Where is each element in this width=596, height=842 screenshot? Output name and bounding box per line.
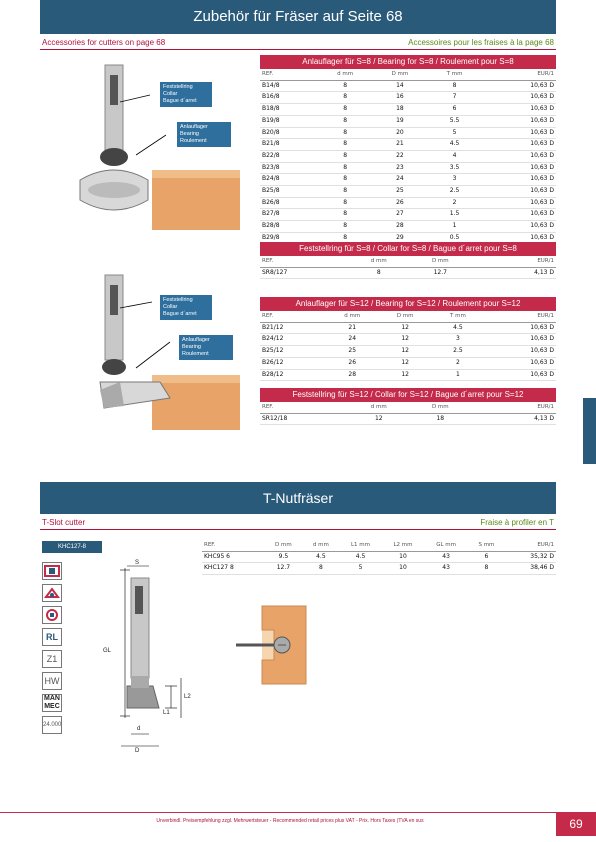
table-cell: 28 xyxy=(372,221,428,233)
data-table xyxy=(202,540,556,575)
table-cell: 12 xyxy=(378,346,432,358)
table-bearing-s8 xyxy=(260,55,556,245)
table-cell: 8 xyxy=(318,232,372,244)
table-cell: 4,13 D xyxy=(484,267,556,279)
table-collar-s12 xyxy=(260,388,556,425)
table-cell: B23/8 xyxy=(260,162,318,174)
table-cell: 12 xyxy=(378,357,432,369)
table-cell: 12.7 xyxy=(409,267,472,279)
table-cell xyxy=(472,267,484,279)
table-row xyxy=(260,127,556,139)
dim-label-s: S xyxy=(135,560,140,566)
bearing-diagram-s12 xyxy=(60,270,240,430)
table-cell: 1.5 xyxy=(428,209,481,221)
side-tab-marker xyxy=(583,398,596,464)
table-heading: Anlauflager für S=12 / Bearing for S=12 / Roulement pour S=12 xyxy=(260,297,556,311)
table-row xyxy=(260,334,556,346)
data-table xyxy=(260,69,556,245)
table-row xyxy=(260,104,556,116)
table-row xyxy=(260,139,556,151)
table-row xyxy=(260,357,556,369)
table-cell: 8 xyxy=(468,563,505,575)
table-cell: 10,63 D xyxy=(484,334,556,346)
table-row xyxy=(260,92,556,104)
table-cell: 10,63 D xyxy=(481,115,556,127)
table-cell: KHC95 6 xyxy=(202,551,264,563)
table-cell: 2.5 xyxy=(432,346,484,358)
table-header-row: REF. d mm D mm T mm EUR/1 xyxy=(260,311,556,322)
table-cell: 8 xyxy=(302,563,339,575)
table-cell: 43 xyxy=(424,563,468,575)
table-cell: 10 xyxy=(382,551,424,563)
table-cell: 26 xyxy=(326,357,378,369)
table-cell: 8 xyxy=(349,267,409,279)
table-cell: 18 xyxy=(409,413,472,425)
table-cell: 10,63 D xyxy=(481,209,556,221)
table-cell: B14/8 xyxy=(260,80,318,92)
table-row xyxy=(260,162,556,174)
table-cell: 6 xyxy=(428,104,481,116)
table-cell: 12 xyxy=(378,322,432,334)
table-row xyxy=(202,551,556,563)
table-cell: SR8/127 xyxy=(260,267,349,279)
table-row xyxy=(260,221,556,233)
table-row xyxy=(260,174,556,186)
dim-label-l1: L1 xyxy=(163,710,170,716)
table-cell: 10,63 D xyxy=(481,186,556,198)
table-heading: Anlauflager für S=8 / Bearing for S=8 / Roulement pour S=8 xyxy=(260,55,556,69)
tslot-dimension-drawing xyxy=(95,558,205,758)
table-cell: 21 xyxy=(326,322,378,334)
table-heading: Feststellring für S=12 / Collar for S=12 / Bague d´arret pour S=12 xyxy=(260,388,556,402)
data-table xyxy=(260,256,556,279)
table-cell: 10 xyxy=(382,563,424,575)
table-cell: 8 xyxy=(318,186,372,198)
table-cell: 10,63 D xyxy=(481,92,556,104)
table-cell: 35,32 D xyxy=(505,551,556,563)
table-cell: 9.5 xyxy=(264,551,302,563)
section-subtitle-fr: Accessoires pour les fraises à la page 68 xyxy=(408,38,554,47)
table-row xyxy=(260,413,556,425)
table-cell: B16/8 xyxy=(260,92,318,104)
table-cell: 4.5 xyxy=(302,551,339,563)
callout-collar: Feststellring Collar Bague d´arret xyxy=(160,82,212,107)
table-cell: 21 xyxy=(372,139,428,151)
product-code-label: KHC127-8 xyxy=(42,541,102,553)
table-cell: 24 xyxy=(326,334,378,346)
callout-bearing: Anlauflager Bearing Roulement xyxy=(179,335,233,360)
table-cell: 10,63 D xyxy=(481,127,556,139)
table-header-row: REF. d mm D mm T mm EUR/1 xyxy=(260,69,556,80)
table-cell: B27/8 xyxy=(260,209,318,221)
table-cell: B22/8 xyxy=(260,150,318,162)
table-row xyxy=(260,80,556,92)
dim-label-d-small: d xyxy=(137,726,141,732)
table-cell: B24/12 xyxy=(260,334,326,346)
table-cell: 10,63 D xyxy=(481,162,556,174)
table-cell: 1 xyxy=(428,221,481,233)
table-cell: 8 xyxy=(318,209,372,221)
table-cell: 2.5 xyxy=(428,186,481,198)
table-cell: 2 xyxy=(432,357,484,369)
table-cell: 5 xyxy=(428,127,481,139)
table-cell: 28 xyxy=(326,369,378,381)
table-row xyxy=(260,322,556,334)
table-cell: 8 xyxy=(428,80,481,92)
footer-divider xyxy=(0,812,596,813)
table-cell: B21/12 xyxy=(260,322,326,334)
table-cell: 10,63 D xyxy=(481,104,556,116)
section-title: Zubehör für Fräser auf Seite 68 xyxy=(193,8,403,25)
table-cell: 2 xyxy=(428,197,481,209)
table-cell: 8 xyxy=(318,150,372,162)
table-cell: 4,13 D xyxy=(484,413,556,425)
table-row xyxy=(260,186,556,198)
hm-icon xyxy=(42,562,62,580)
table-bearing-s12 xyxy=(260,297,556,381)
feed-icon xyxy=(42,606,62,624)
table-cell: 4.5 xyxy=(428,139,481,151)
table-cell: 8 xyxy=(318,127,372,139)
table-cell: 29 xyxy=(372,232,428,244)
table-row xyxy=(260,115,556,127)
table-cell: 8 xyxy=(318,162,372,174)
table-row xyxy=(260,346,556,358)
table-cell: 43 xyxy=(424,551,468,563)
table-cell: 4.5 xyxy=(432,322,484,334)
table-cell: 24 xyxy=(372,174,428,186)
table-cell: 14 xyxy=(372,80,428,92)
callout-bearing: Anlauflager Bearing Roulement xyxy=(177,122,231,147)
table-cell: B28/12 xyxy=(260,369,326,381)
table-cell: 10,63 D xyxy=(481,174,556,186)
table-tslot xyxy=(202,540,556,575)
tslot-cutter-illustration xyxy=(95,558,205,758)
table-cell: 25 xyxy=(372,186,428,198)
table-cell: 4.5 xyxy=(339,551,381,563)
section-subtitle-fr: Fraise à profiler en T xyxy=(480,518,554,527)
table-cell: 10,63 D xyxy=(481,80,556,92)
table-cell: 8 xyxy=(318,115,372,127)
man-mec-icon: MAN MEC xyxy=(42,694,62,712)
table-row xyxy=(260,267,556,279)
section-subtitle-en: T-Slot cutter xyxy=(42,518,86,527)
table-cell: 10,63 D xyxy=(481,139,556,151)
table-cell: 22 xyxy=(372,150,428,162)
table-row xyxy=(260,369,556,381)
table-cell: 20 xyxy=(372,127,428,139)
data-table xyxy=(260,311,556,381)
table-row xyxy=(202,563,556,575)
table-cell: 1 xyxy=(432,369,484,381)
table-cell: B21/8 xyxy=(260,139,318,151)
z1-icon: Z1 xyxy=(42,650,62,668)
hw-icon: HW xyxy=(42,672,62,690)
table-cell: B18/8 xyxy=(260,104,318,116)
table-cell: 12 xyxy=(378,369,432,381)
table-row xyxy=(260,150,556,162)
table-cell: 10,63 D xyxy=(484,346,556,358)
table-cell: 26 xyxy=(372,197,428,209)
table-header-row: REF. d mm D mm EUR/1 xyxy=(260,402,556,413)
wood-application-illustration xyxy=(230,600,310,690)
table-cell: 12.7 xyxy=(264,563,302,575)
table-cell: 6 xyxy=(468,551,505,563)
table-cell: 12 xyxy=(349,413,409,425)
divider xyxy=(40,49,556,50)
table-cell: 25 xyxy=(326,346,378,358)
table-cell: 10,63 D xyxy=(484,369,556,381)
footer-note: Unverbindl. Preisempfehlung zzgl. Mehrwertsteuer - Recommended retail prices plus VAT - Prix. Hors Taxes (TVA en sus xyxy=(156,818,424,824)
table-cell: 16 xyxy=(372,92,428,104)
table-cell: B28/8 xyxy=(260,221,318,233)
dim-label-l2: L2 xyxy=(184,694,191,700)
table-cell: 19 xyxy=(372,115,428,127)
table-cell: SR12/18 xyxy=(260,413,349,425)
section-subtitle-en: Accessories for cutters on page 68 xyxy=(42,38,166,47)
wood-screw-illustration xyxy=(230,600,310,690)
table-cell: B25/12 xyxy=(260,346,326,358)
direction-icon xyxy=(42,584,62,602)
table-cell: 8 xyxy=(318,197,372,209)
table-cell: 27 xyxy=(372,209,428,221)
table-cell: 18 xyxy=(372,104,428,116)
table-cell: 12 xyxy=(378,334,432,346)
table-cell: 10,63 D xyxy=(481,221,556,233)
table-collar-s8 xyxy=(260,242,556,279)
table-cell: 38,46 D xyxy=(505,563,556,575)
section-banner-tslot xyxy=(40,482,556,514)
table-cell: 10,63 D xyxy=(481,197,556,209)
callout-collar: Feststellring Collar Bague d´arret xyxy=(160,295,212,320)
feature-icons xyxy=(42,562,66,734)
table-cell: 8 xyxy=(318,139,372,151)
table-cell: 23 xyxy=(372,162,428,174)
table-cell: 8 xyxy=(318,80,372,92)
bearing-diagram-s8 xyxy=(60,60,240,230)
rpm-icon: 24.000 xyxy=(42,716,62,734)
table-cell: 3 xyxy=(432,334,484,346)
table-cell: 8 xyxy=(318,221,372,233)
table-cell: 5 xyxy=(339,563,381,575)
dim-label-gl: GL xyxy=(103,648,112,654)
table-cell xyxy=(472,413,484,425)
table-cell: 10,63 D xyxy=(481,150,556,162)
section-title: T-Nutfräser xyxy=(262,490,333,506)
table-cell: 10,63 D xyxy=(484,322,556,334)
table-cell: 3 xyxy=(428,174,481,186)
table-header-row: REF. d mm D mm EUR/1 xyxy=(260,256,556,267)
table-cell: B24/8 xyxy=(260,174,318,186)
table-heading: Feststellring für S=8 / Collar for S=8 / Bague d´arret pour S=8 xyxy=(260,242,556,256)
table-cell: B25/8 xyxy=(260,186,318,198)
table-header-row: REF. D mm d mm L1 mm L2 mm GL mm S mm EUR/1 xyxy=(202,540,556,551)
dim-label-d-big: D xyxy=(135,748,140,754)
table-cell: 8 xyxy=(318,104,372,116)
table-cell: 5.5 xyxy=(428,115,481,127)
table-cell: 0.5 xyxy=(428,232,481,244)
rl-icon: RL xyxy=(42,628,62,646)
table-cell: 8 xyxy=(318,174,372,186)
table-row xyxy=(260,197,556,209)
table-cell: B29/8 xyxy=(260,232,318,244)
table-cell: B26/8 xyxy=(260,197,318,209)
table-cell: 7 xyxy=(428,92,481,104)
table-cell: B26/12 xyxy=(260,357,326,369)
table-cell: 10,63 D xyxy=(484,357,556,369)
table-cell: B20/8 xyxy=(260,127,318,139)
table-row xyxy=(260,209,556,221)
table-cell: 10,63 D xyxy=(481,232,556,244)
divider xyxy=(40,529,556,530)
page-number: 69 xyxy=(556,812,596,836)
table-cell: KHC127 8 xyxy=(202,563,264,575)
table-cell: B19/8 xyxy=(260,115,318,127)
table-cell: 4 xyxy=(428,150,481,162)
data-table xyxy=(260,402,556,425)
table-cell: 8 xyxy=(318,92,372,104)
table-cell: 3.5 xyxy=(428,162,481,174)
section-banner-accessories xyxy=(40,0,556,34)
